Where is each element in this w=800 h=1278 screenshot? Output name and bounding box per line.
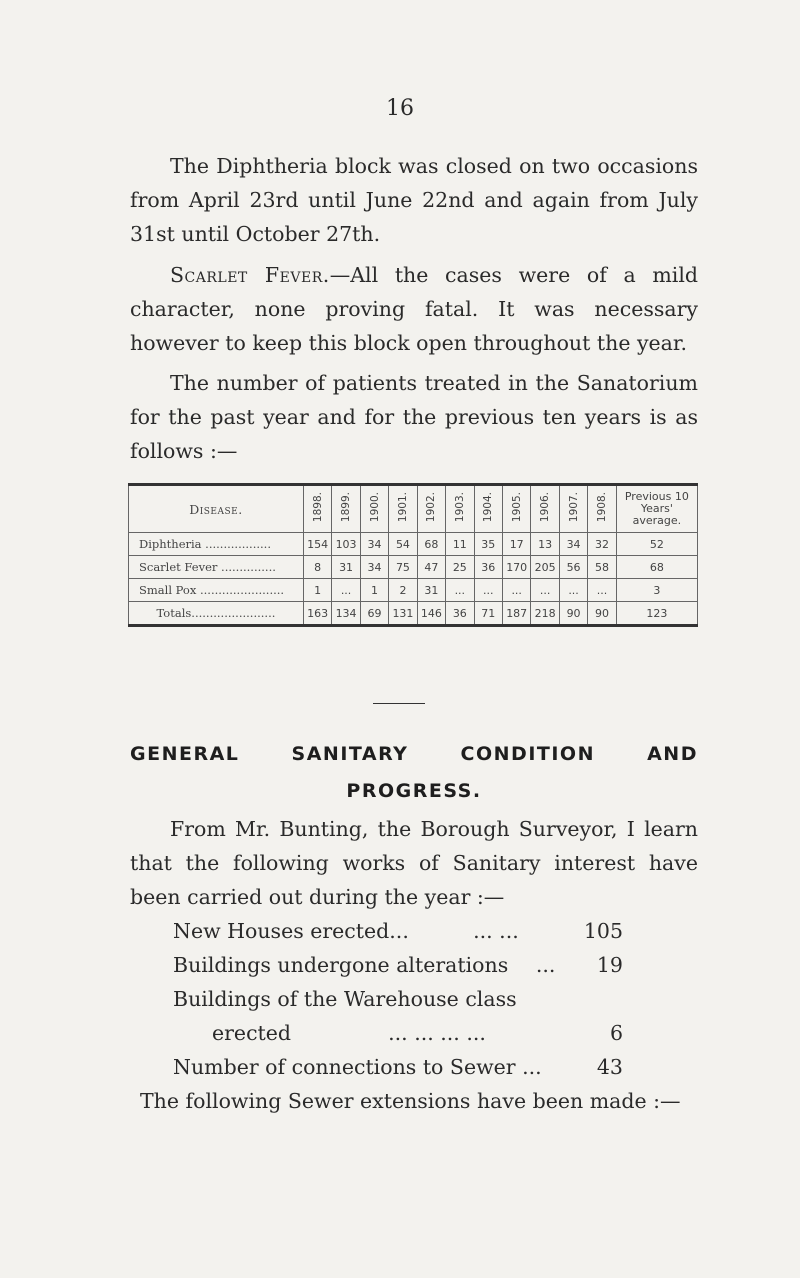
- table-cell: 31: [332, 556, 360, 579]
- table-cell: 75: [389, 556, 417, 579]
- table-cell: 35: [474, 533, 502, 556]
- paragraph-sewer-extensions: The following Sewer extensions have been made :—: [140, 1089, 681, 1113]
- works-list-item: [173, 982, 623, 1016]
- table-cell: 131: [389, 602, 417, 626]
- scarlet-fever-heading: Scarlet Fever.: [170, 263, 330, 287]
- table-cell: 13: [531, 533, 559, 556]
- table-cell: ...: [588, 579, 616, 602]
- year-header: 1899.: [332, 485, 360, 533]
- works-list-item: [173, 1050, 623, 1084]
- works-list-item: [173, 948, 623, 982]
- works-item-label: erected: [212, 1021, 292, 1045]
- table-cell: 68: [417, 533, 445, 556]
- table-row: [129, 579, 698, 602]
- table-cell: 134: [332, 602, 360, 626]
- row-label: Small Pox .......................: [129, 579, 304, 602]
- table-cell: 69: [360, 602, 388, 626]
- average-cell: 123: [616, 602, 697, 626]
- paragraph-sanatorium-intro: The number of patients treated in the Sanatorium for the past year and for the previous ten years is as follows :—: [130, 371, 698, 463]
- table-cell: 8: [303, 556, 331, 579]
- table-cell: 170: [502, 556, 530, 579]
- table-cell: 32: [588, 533, 616, 556]
- table-cell: 163: [303, 602, 331, 626]
- table-row: [129, 556, 698, 579]
- table-cell: 1: [360, 579, 388, 602]
- table-cell: 34: [559, 533, 587, 556]
- year-header: 1901.: [389, 485, 417, 533]
- row-label: Diphtheria ..................: [129, 533, 304, 556]
- table-header-row: [129, 485, 698, 533]
- works-item-value: 105: [583, 919, 623, 943]
- works-item-value: 19: [596, 953, 623, 977]
- year-header: 1905.: [502, 485, 530, 533]
- sanatorium-patients-table: [128, 483, 698, 627]
- works-item-value: 6: [609, 1021, 623, 1045]
- paragraph-scarlet-fever: [130, 258, 698, 360]
- table-cell: 56: [559, 556, 587, 579]
- works-list-item-continuation: [212, 1016, 623, 1050]
- table-cell: ...: [446, 579, 474, 602]
- works-item-leader: ... ...: [473, 919, 519, 943]
- table-cell: 154: [303, 533, 331, 556]
- table-cell: 2: [389, 579, 417, 602]
- average-column-header: Previous 10 Years' average.: [616, 485, 697, 533]
- average-cell: 3: [616, 579, 697, 602]
- page-number: 16: [386, 96, 414, 121]
- paragraph-diphtheria-block: The Diphtheria block was closed on two occasions from April 23rd until June 22nd and again from July 31st until October 27th.: [130, 154, 698, 246]
- table-row: [129, 533, 698, 556]
- table-cell: ...: [531, 579, 559, 602]
- works-item-leader: ... ... ... ...: [388, 1021, 486, 1045]
- table-cell: ...: [332, 579, 360, 602]
- average-cell: 52: [616, 533, 697, 556]
- year-header: 1898.: [303, 485, 331, 533]
- section-divider: [373, 703, 425, 704]
- average-cell: 68: [616, 556, 697, 579]
- section-heading: GENERAL SANITARY CONDITION AND PROGRESS.: [130, 743, 698, 802]
- row-label: Scarlet Fever ...............: [129, 556, 304, 579]
- table-cell: 34: [360, 533, 388, 556]
- works-item-leader: ...: [535, 953, 556, 977]
- table-cell: 205: [531, 556, 559, 579]
- year-header: 1907.: [559, 485, 587, 533]
- year-header: 1903.: [446, 485, 474, 533]
- table-cell: 34: [360, 556, 388, 579]
- works-list-item: [173, 914, 623, 948]
- table-cell: ...: [474, 579, 502, 602]
- table-row-totals: [129, 602, 698, 626]
- table-cell: 71: [474, 602, 502, 626]
- works-item-label: Buildings undergone alterations: [173, 953, 509, 977]
- works-item-label: New Houses erected...: [173, 919, 409, 943]
- works-item-value: 43: [596, 1055, 623, 1079]
- works-item-label: Buildings of the Warehouse class: [173, 987, 517, 1011]
- table-cell: 90: [559, 602, 587, 626]
- table-cell: 103: [332, 533, 360, 556]
- table-cell: ...: [502, 579, 530, 602]
- scarlet-fever-text: —All the cases were of a mild character, none proving fatal. It was necessary however to keep this block open throughout the year.: [130, 263, 698, 355]
- table-cell: 31: [417, 579, 445, 602]
- paragraph-surveyor: From Mr. Bunting, the Borough Surveyor, I learn that the following works of Sanitary interest have been carried out during the year :—: [130, 817, 698, 909]
- row-label: Totals.......................: [129, 602, 304, 626]
- table-cell: 1: [303, 579, 331, 602]
- table-cell: 36: [446, 602, 474, 626]
- table-cell: 25: [446, 556, 474, 579]
- works-item-label: Number of connections to Sewer ...: [173, 1055, 542, 1079]
- table-cell: 146: [417, 602, 445, 626]
- year-header: 1906.: [531, 485, 559, 533]
- table-cell: 90: [588, 602, 616, 626]
- table-cell: 36: [474, 556, 502, 579]
- table-cell: 47: [417, 556, 445, 579]
- year-header: 1904.: [474, 485, 502, 533]
- table-cell: 58: [588, 556, 616, 579]
- table-cell: ...: [559, 579, 587, 602]
- table-cell: 54: [389, 533, 417, 556]
- table-cell: 187: [502, 602, 530, 626]
- table-cell: 218: [531, 602, 559, 626]
- disease-column-header: Disease.: [129, 485, 304, 533]
- table-cell: 17: [502, 533, 530, 556]
- year-header: 1908.: [588, 485, 616, 533]
- table-cell: 11: [446, 533, 474, 556]
- year-header: 1902.: [417, 485, 445, 533]
- year-header: 1900.: [360, 485, 388, 533]
